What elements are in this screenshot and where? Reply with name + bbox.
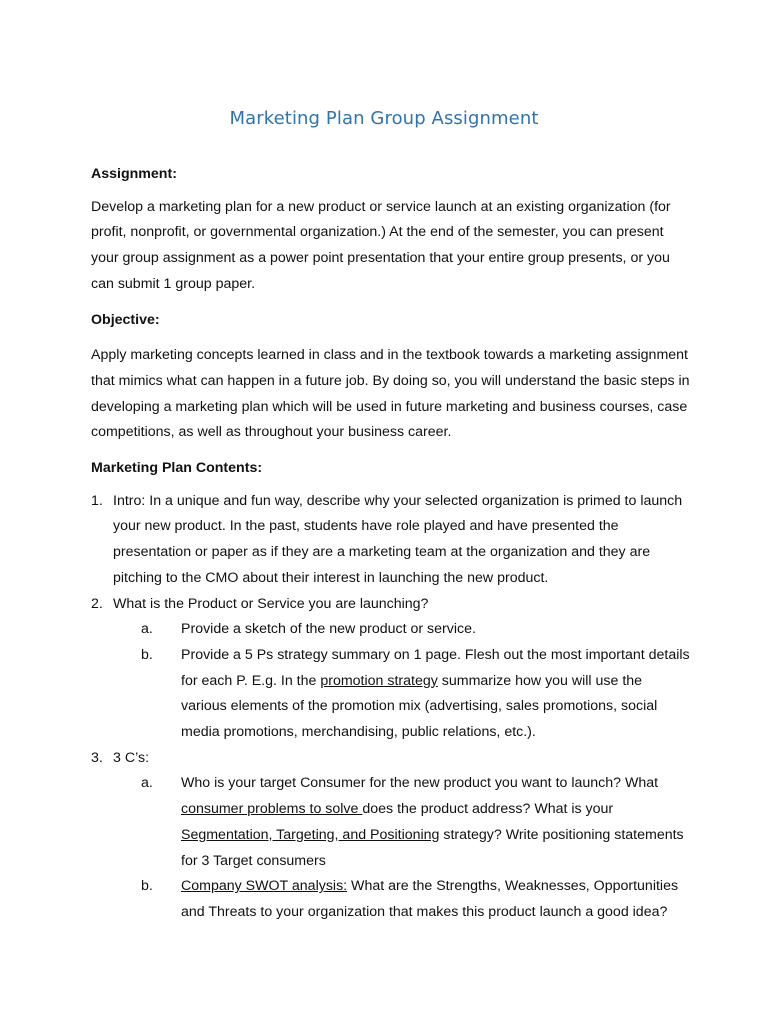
assignment-heading: Assignment: — [91, 166, 177, 182]
sub-item-letter: a. — [141, 775, 153, 792]
sub-item-text-post: What are the Strengths, Weaknesses, Opportunities and Threats to your organization that makes this product launch a good idea? — [181, 878, 679, 920]
sub-item-letter: a. — [141, 621, 153, 638]
list-item-text: 3 C’s: — [113, 749, 150, 766]
list-number: 3. — [91, 749, 103, 766]
sub-item-consumer — [91, 771, 691, 874]
objective-text: Apply marketing concepts learned in class and in the textbook towards a marketing assignment that mimics what can happen in a future job. By doing so, you will understand the basic steps in developing a marketing plan which will be used in future marketing and business courses, case competitions, as well as throughout your business career. — [91, 347, 690, 441]
list-item-intro — [91, 489, 691, 592]
sub-item-text: Provide a sketch of the new product or service. — [181, 621, 476, 638]
document-body — [91, 162, 691, 926]
sub-item-letter: b. — [141, 878, 153, 895]
objective-heading: Objective: — [91, 311, 160, 328]
list-item-product — [91, 592, 691, 618]
sub-item-5ps — [91, 643, 691, 746]
stp-link: Segmentation, Targeting, and Positioning — [181, 826, 440, 843]
swot-link: Company SWOT analysis: — [181, 878, 348, 895]
contents-heading: Marketing Plan Contents: — [91, 460, 263, 477]
sub-item-text-post: strategy? Write positioning statements for 3 Target consumers — [181, 826, 684, 869]
sub-item-text-pre: Who is your target Consumer for the new product you want to launch? What — [181, 775, 659, 792]
sub-item-text-mid: does the product address? What is your — [362, 801, 614, 818]
assignment-text: Develop a marketing plan for a new product or service launch at an existing organization (for profit, nonprofit, or governmental organization.) At the end of the semester, you can present your group assignment as a power point presentation that your entire group presents, or you can submit 1 group paper. — [91, 198, 671, 292]
list-number: 2. — [91, 595, 103, 612]
document-title: Marketing Plan Group Assignment — [229, 108, 539, 129]
consumer-problems-link: consumer problems to solve — [181, 801, 363, 818]
sub-item-letter: b. — [141, 646, 153, 663]
list-item-text: What is the Product or Service you are launching? — [113, 595, 429, 612]
sub-item-sketch — [91, 617, 691, 643]
list-item-text: Intro: In a unique and fun way, describe why your selected organization is primed to launch your new product. In the past, students have role played and have presented the presentation or paper as if they are a marketing team at the organization and they are pitching to the CMO about their interest in launching the new product. — [113, 492, 683, 586]
promotion-strategy-link: promotion strategy — [320, 672, 438, 689]
sub-item-text-pre: Provide a 5 Ps strategy summary on 1 page. Flesh out the most important details for each P. E.g. In the — [181, 646, 690, 689]
list-item-3cs — [91, 746, 691, 772]
sub-item-text-post: summarize how you will use the various elements of the promotion mix (advertising, sales promotions, social media promotions, merchandising, public relations, etc.). — [181, 672, 658, 741]
list-number: 1. — [91, 492, 103, 509]
sub-item-swot — [91, 874, 691, 925]
